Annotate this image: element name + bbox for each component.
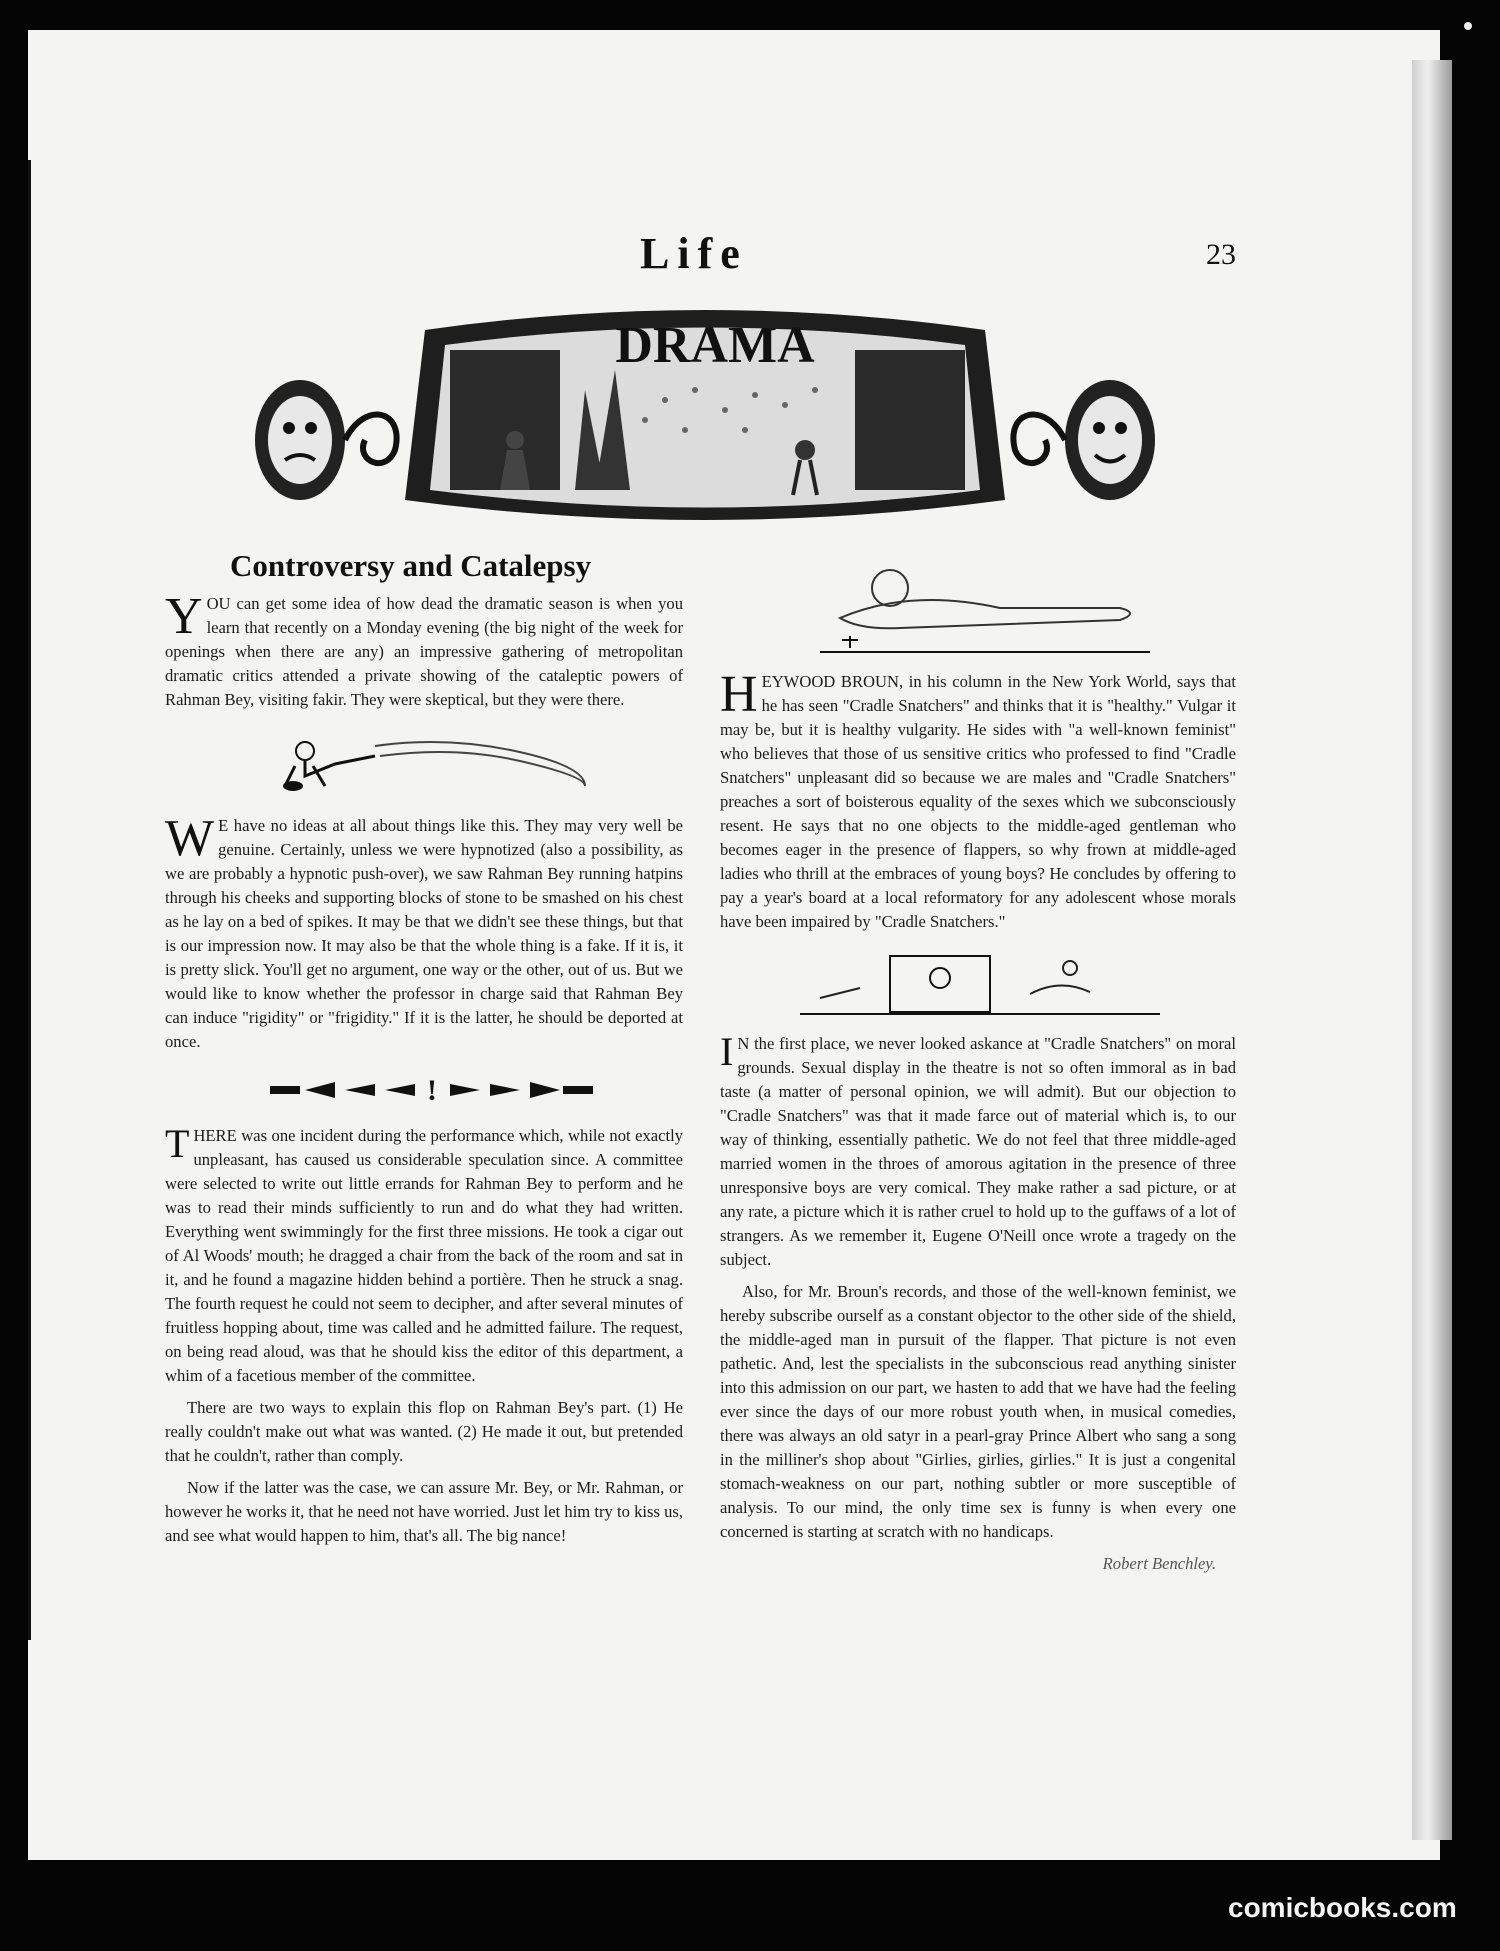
drop-cap: I bbox=[720, 1029, 734, 1074]
drop-cap: T bbox=[165, 1121, 190, 1166]
stage-cartoon-icon bbox=[800, 948, 1160, 1018]
drop-cap: H bbox=[720, 666, 758, 723]
paragraph-text: OU can get some idea of how dead the dramatic season is when you learn that recently on a Monday evening (the big night of the week for openings when there are any) an impressive gathering of metropolitan dramatic critics attended a private showing of the cataleptic powers of Rahman Bey, visiting fakir. They were skeptical, but they were there. bbox=[165, 594, 683, 709]
paragraph: There are two ways to explain this flop on Rahman Bey's part. (1) He really couldn't make out what was wanted. (2) He made it out, but pretended that he couldn't, rather than comply. bbox=[165, 1398, 683, 1465]
paragraph-text: E have no ideas at all about things like this. They may very well be genuine. Certainly, unless we were hypnotized (also a possibility, as we are probably a hypnotic push-over), we saw Rahman Bey running hatpins through his cheeks and supporting blocks of stone to be smashed on his chest as he lay on a bed of spikes. It may be that we didn't see these things, but that is our impression now. It may also be that the whole thing is a fake. If it is, it is pretty slick. You'll get no argument, one way or the other, out of us. But we would like to know whether the professor in charge said that Rahman Bey can induce "rigidity" or "frigidity." If it is the latter, he should be deported at once. bbox=[165, 816, 683, 1051]
paragraph bbox=[720, 1029, 1236, 1272]
page-edge bbox=[1412, 60, 1452, 1840]
paragraph bbox=[720, 666, 1236, 934]
svg-text:!: ! bbox=[427, 1074, 437, 1107]
author-signature: Robert Benchley. bbox=[1102, 1554, 1216, 1573]
paragraph-text: HERE was one incident during the performance which, while not exactly unpleasant, has caused us considerable speculation since. A committee were selected to write out little errands for Rahman Bey to perform and he was to read their minds sufficiently to run and do what they had written. Everything went swimmingly for the first three missions. He took a cigar out of Al Woods' mouth; he dragged a chair from the back of the room and sat in it, and he found a magazine hidden behind a portière. Then he struck a snag. The fourth request he could not seem to decipher, and after several minutes of fruitless hopping about, time was called and he admitted failure. The request, on being read aloud, was that he should kiss the editor of this department, a whim of a facetious member of the committee. bbox=[165, 1126, 683, 1385]
right-mask-ornament-icon bbox=[1013, 380, 1155, 500]
corner-mark bbox=[1464, 22, 1472, 30]
right-column bbox=[720, 666, 1236, 1576]
paragraph bbox=[165, 1121, 683, 1388]
drop-cap: W bbox=[165, 810, 215, 867]
paragraph bbox=[165, 810, 683, 1054]
left-column bbox=[165, 588, 683, 1556]
site-watermark: comicbooks.com bbox=[1228, 1892, 1457, 1923]
reclining-figure-cartoon-icon bbox=[820, 548, 1150, 658]
paragraph bbox=[165, 588, 683, 712]
dagger-divider-icon bbox=[265, 1070, 595, 1110]
masthead: Life bbox=[640, 229, 748, 278]
page-spine bbox=[28, 160, 39, 1640]
left-mask-ornament-icon bbox=[255, 380, 397, 500]
paragraph-text: N the first place, we never looked askance at "Cradle Snatchers" on moral grounds. Sexual display in the theatre is not so often immoral as in bad taste (a matter of personal opinion, we will admit). But our objection to "Cradle Snatchers" was that it made farce out of material which is, to our way of thinking, essentially pathetic. We do not feel that three middle-aged married women in the throes of amorous agitation in the presence of three unresponsive boys are very comical. They make rather a sad picture, or at any rate, a picture which it is rather cruel to hold up to the guffaws of a lot of strangers. As we remember it, Eugene O'Neill once wrote a tragedy on the subject. bbox=[720, 1034, 1236, 1269]
article-headline: Controversy and Catalepsy bbox=[230, 548, 592, 583]
paragraph: Also, for Mr. Broun's records, and those of the well-known feminist, we hereby subscribe ourself as a constant objector to the other side of the shield, the middle-aged man in pursuit of the flapper. That picture is not even pathetic. And, lest the specialists in the subconscious read anything sinister into this admission on our part, we hasten to add that we have had the feeling ever since the days of our more robust youth when, in musical comedies, there was always an old satyr in a pearl-gray Prince Albert who sang a song in the milliner's shop about "Girlies, girlies, girlies." It is just a congenital stomach-weakness on our part, nothing subtler or more susceptible of analysis. To our mind, the only time sex is funny is when every one concerned is starting at scratch with no handicaps. bbox=[720, 1282, 1236, 1541]
paragraph: Now if the latter was the case, we can assure Mr. Bey, or Mr. Rahman, or however he works it, that he need not have worried. Just let him try to kiss us, and see what would happen to him, that's all. The big nance! bbox=[165, 1478, 683, 1545]
page-number: 23 bbox=[1206, 238, 1236, 271]
paragraph-text: EYWOOD BROUN, in his column in the New York World, says that he has seen "Cradle Snatchers" and thinks that it is "healthy." Vulgar it may be, but it is healthy vulgarity. He sides with "a well-known feminist" who believes that those of us sensitive critics who professed to find "Cradle Snatchers" unpleasant did so because we are males and "Cradle Snatchers" preaches a sort of boisterous equality of the sexes which we subconsciously resent. He says that no one objects to the middle-aged gentleman who becomes eager in the presence of flappers, so why frown at middle-aged ladies who thrill at the embraces of young boys? He concludes by offering to pay a year's board at a local reformatory for any adolescent whose morals have been impaired by "Cradle Snatchers." bbox=[720, 672, 1236, 931]
drop-cap: Y bbox=[165, 588, 203, 645]
drama-banner-illustration bbox=[245, 300, 1165, 530]
fakir-cartoon-icon bbox=[265, 726, 595, 796]
banner-title: DRAMA bbox=[615, 317, 815, 374]
